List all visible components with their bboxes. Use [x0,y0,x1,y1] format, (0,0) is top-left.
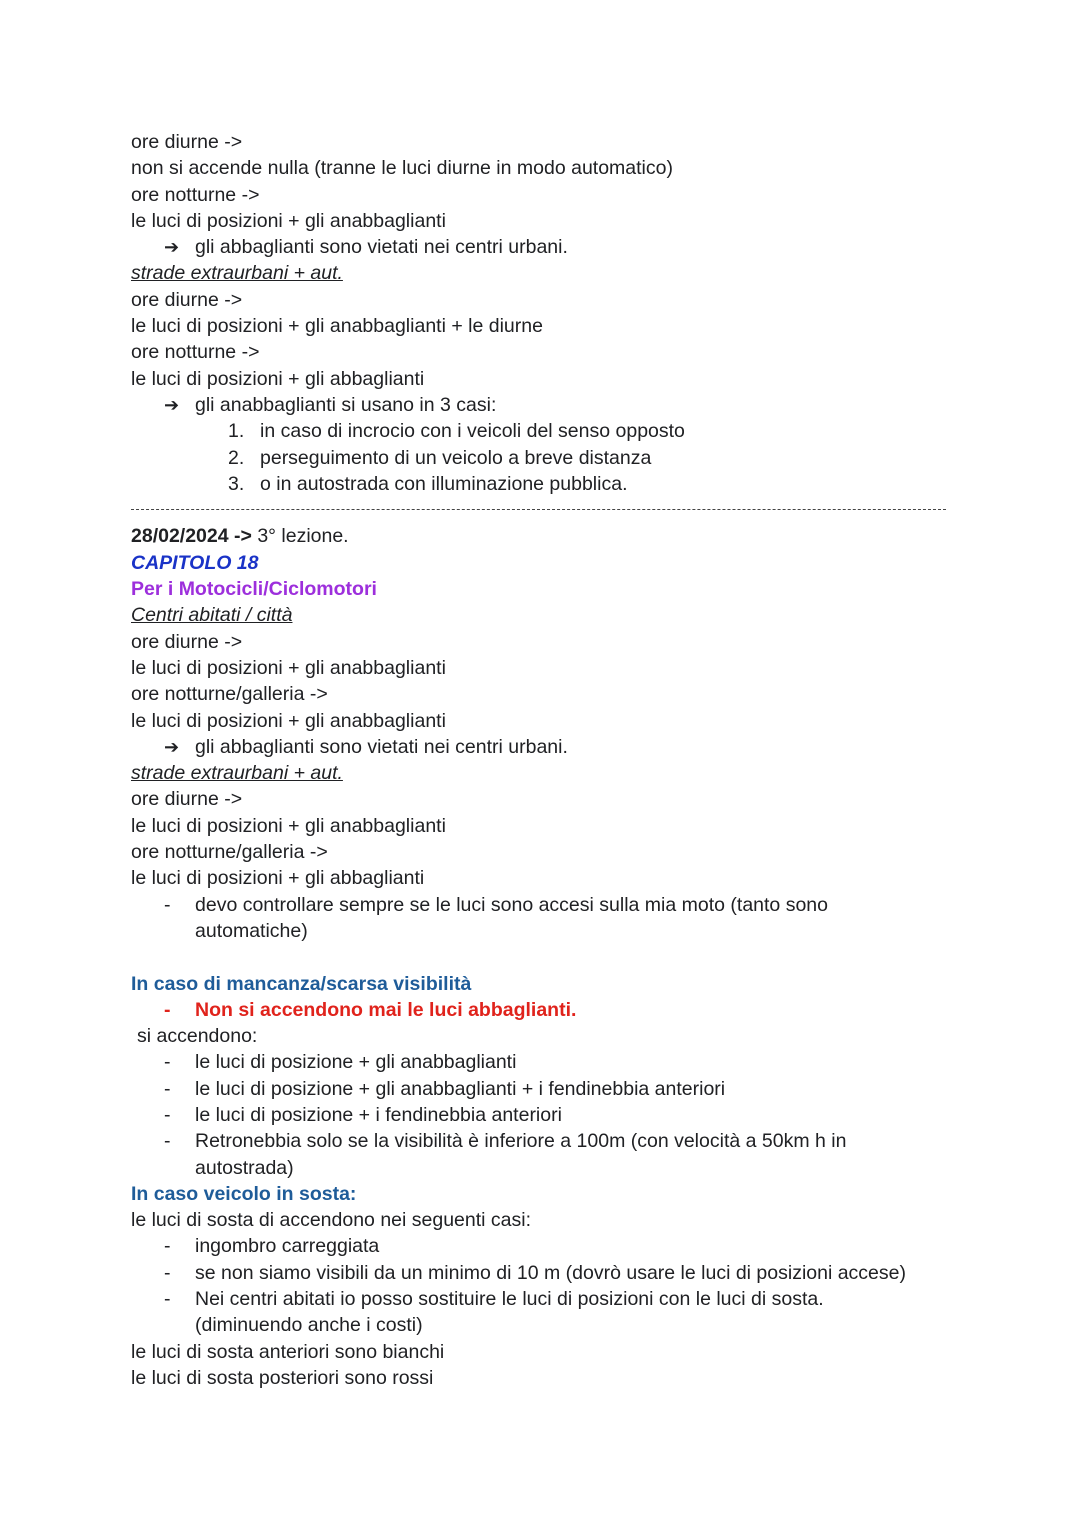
warning-text: Non si accendono mai le luci abbaglianti. [195,998,577,1021]
dash-icon: - [164,1103,171,1126]
bullet-text: le luci di posizione + i fendinebbia anteriori [195,1103,562,1126]
section-heading: In caso di mancanza/scarsa visibilità [131,972,472,995]
numbered-text: in caso di incrocio con i veicoli del senso opposto [260,420,685,443]
dash-bullet-item [131,1286,855,1339]
chapter-title: CAPITOLO 18 [131,551,259,574]
text-line: ore diurne -> [131,630,243,653]
dash-icon: - [164,1261,171,1284]
bullet-text: devo controllare sempre se le luci sono accesi sulla mia moto (tanto sono automatiche) [195,893,828,942]
bullet-text: gli anabbaglianti si usano in 3 casi: [195,393,497,416]
bullet-text: se non siamo visibili da un minimo di 10 m (dovrò usare le luci di posizioni accese) [195,1261,906,1284]
dash-icon: - [164,1077,171,1100]
text-line: le luci di posizioni + gli anabbaglianti [131,209,446,232]
dash-bullet-item [131,1076,951,1102]
lesson-date-line [131,523,951,549]
list-number: 3. [228,472,245,495]
text-line: si accendono: [137,1025,258,1048]
text-line: ore notturne -> [131,341,260,364]
numbered-text: o in autostrada con illuminazione pubblica. [260,472,628,495]
bullet-text: ingombro carreggiata [195,1235,380,1258]
dash-icon: - [164,998,171,1021]
list-number: 1. [228,420,245,443]
text-line: le luci di sosta di accendono nei seguenti casi: [131,1209,531,1232]
section-subheading: strade extraurbani + aut. [131,762,343,785]
text-line: le luci di posizioni + gli abbaglianti [131,867,425,890]
bullet-text: Retronebbia solo se la visibilità è inferiore a 100m (con velocità a 50km h in autostrada) [195,1130,847,1179]
dash-icon: - [164,1235,171,1258]
list-number: 2. [228,446,245,469]
text-line: ore diurne -> [131,131,243,153]
dash-icon: - [164,1130,171,1153]
section-subheading: strade extraurbani + aut. [131,262,343,285]
lesson-number: 3° lezione. [257,525,349,548]
numbered-item [131,418,951,444]
bullet-text: gli abbaglianti sono vietati nei centri urbani. [195,735,568,758]
section-heading: In caso veicolo in sosta: [131,1182,357,1205]
dash-bullet-item [131,1128,885,1181]
text-line: le luci di posizioni + gli anabbaglianti [131,656,446,679]
text-line: ore notturne/galleria -> [131,683,328,706]
numbered-text: perseguimento di un veicolo a breve distanza [260,446,652,469]
dash-bullet-item [131,1049,951,1075]
dash-bullet-item [131,1260,995,1286]
dash-bullet-item [131,1102,951,1128]
arrow-bullet-item [131,234,951,260]
text-line: ore notturne/galleria -> [131,841,328,864]
section-subheading: Centri abitati / città [131,604,293,627]
warning-item [131,997,951,1023]
arrow-bullet-item [131,734,951,760]
chapter-subtitle: Per i Motocicli/Ciclomotori [131,578,377,601]
dashed-divider [131,497,951,523]
text-line: ore notturne -> [131,183,260,206]
text-line: ore diurne -> [131,788,243,811]
bullet-text: le luci di posizione + gli anabbaglianti [195,1051,517,1074]
dash-icon: - [164,1051,171,1074]
text-line: le luci di posizioni + gli anabbaglianti [131,814,446,837]
text-line: ore diurne -> [131,288,243,311]
dash-icon: - [164,893,171,916]
dash-icon: - [164,1288,171,1311]
numbered-item [131,471,951,497]
lesson-date: 28/02/2024 -> [131,525,252,548]
bullet-text: Nei centri abitati io posso sostituire le luci di posizioni con le luci di sosta. (diminuendo anche i costi) [195,1288,824,1337]
text-line: le luci di sosta anteriori sono bianchi [131,1340,445,1363]
text-line: le luci di posizioni + gli anabbaglianti + le diurne [131,315,543,338]
bullet-text: le luci di posizione + gli anabbaglianti + i fendinebbia anteriori [195,1077,726,1100]
document-page [131,129,951,1391]
arrow-icon: ➔ [164,237,180,258]
arrow-icon: ➔ [164,736,180,757]
text-line: le luci di sosta posteriori sono rossi [131,1366,434,1389]
dash-bullet-item [131,892,855,945]
dash-bullet-item [131,1233,951,1259]
arrow-icon: ➔ [164,394,180,415]
text-line: le luci di posizioni + gli anabbaglianti [131,709,446,732]
numbered-item [131,445,951,471]
text-line: le luci di posizioni + gli abbaglianti [131,367,425,390]
bullet-text: gli abbaglianti sono vietati nei centri urbani. [195,236,568,259]
arrow-bullet-item [131,392,951,418]
text-line: non si accende nulla (tranne le luci diurne in modo automatico) [131,157,673,180]
